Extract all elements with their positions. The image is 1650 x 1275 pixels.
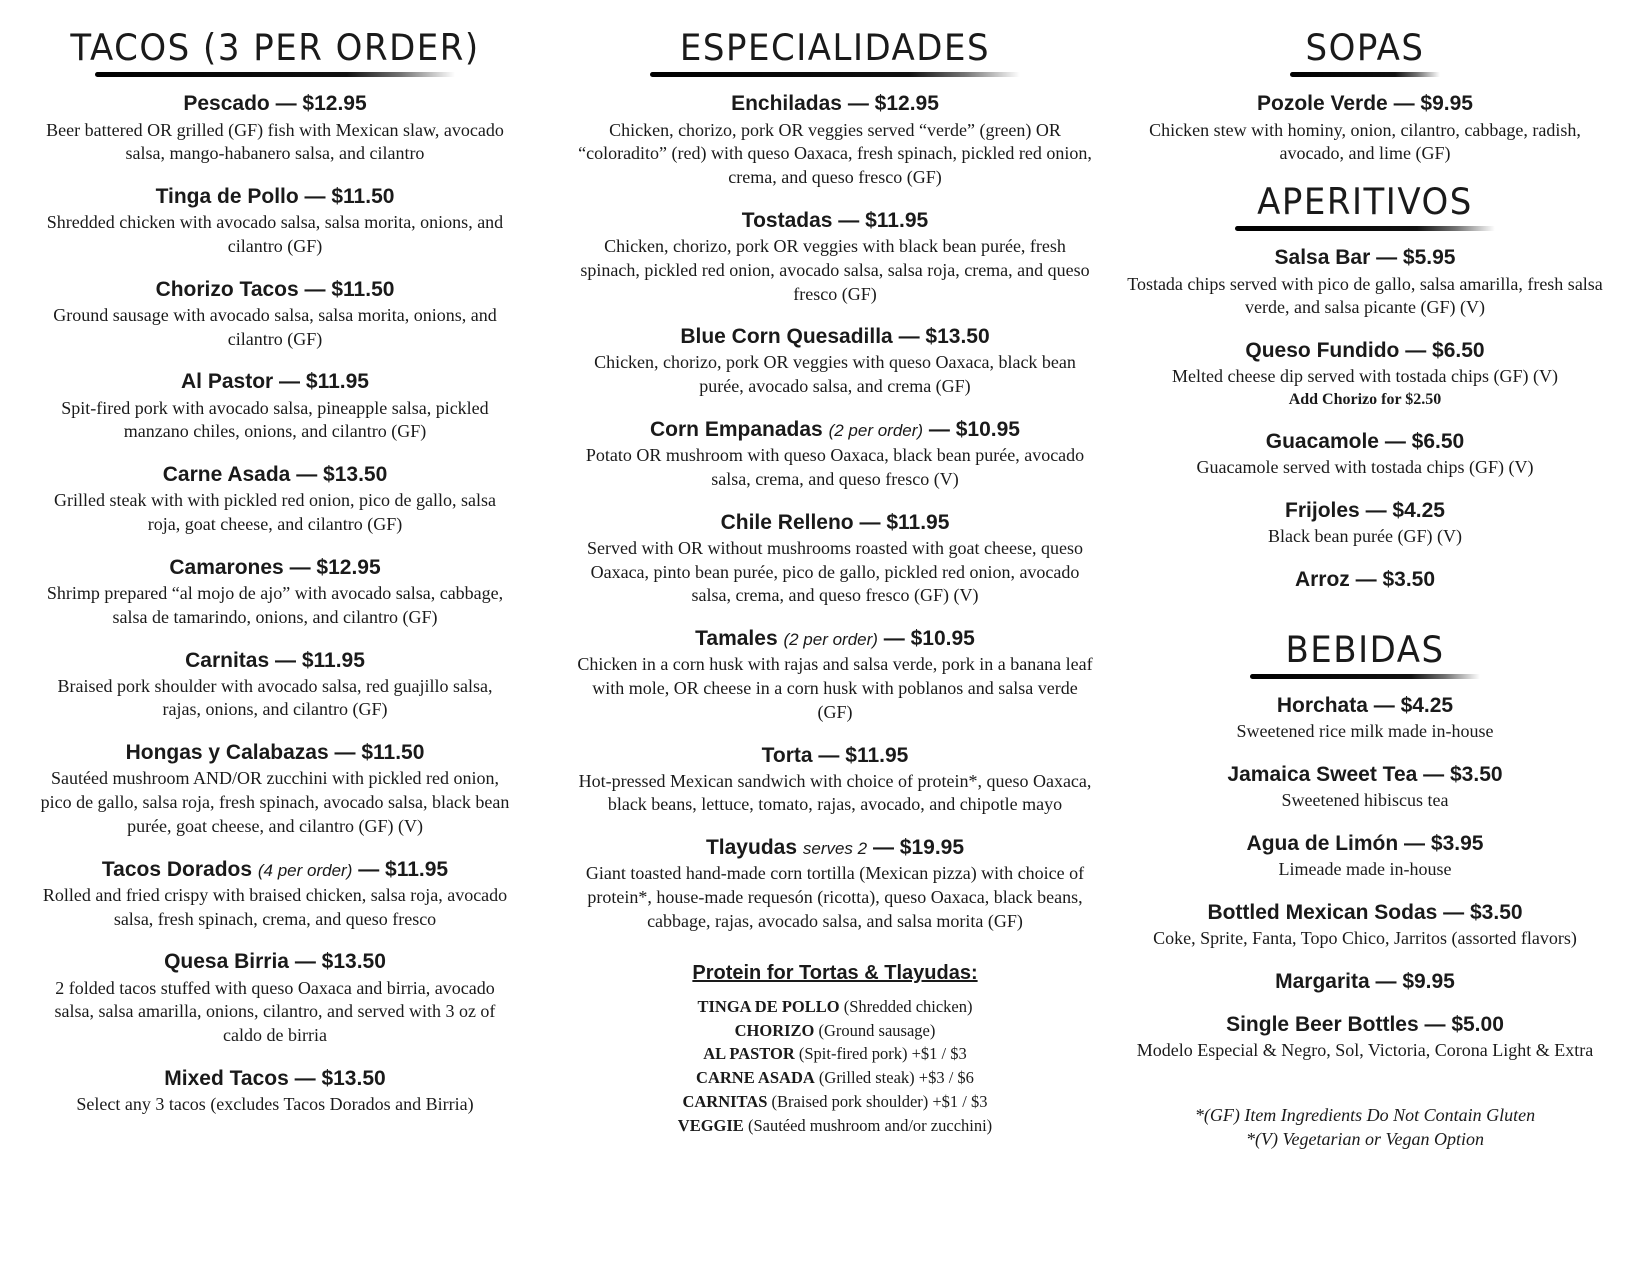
item-description: Ground sausage with avocado salsa, salsa morita, onions, and cilantro (GF) — [53, 304, 497, 349]
item-name: Frijoles — [1285, 498, 1360, 522]
menu-item — [1125, 429, 1605, 480]
item-note: (2 per order) — [828, 420, 924, 440]
menu-item — [1125, 91, 1605, 166]
item-note: (2 per order) — [783, 630, 878, 650]
protein-detail: (Spit-fired pork) +$1 / $3 — [798, 1044, 967, 1064]
menu-item — [40, 462, 510, 537]
price-dash: — — [1349, 567, 1383, 591]
tacos-column — [40, 26, 510, 1135]
menu-item — [40, 277, 510, 352]
protein-name: TINGA DE POLLO — [697, 996, 840, 1016]
item-price: $13.50 — [925, 325, 990, 349]
item-price: $3.50 — [1382, 567, 1436, 591]
item-description: Braised pork shoulder with avocado salsa, red guajillo salsa, rajas, onions, and cilantro (GF) — [57, 675, 493, 720]
price-dash: — — [269, 92, 303, 116]
price-dash: — — [832, 208, 866, 232]
menu-item — [1125, 900, 1605, 951]
item-price: $9.95 — [1402, 969, 1455, 993]
item-price: $13.50 — [321, 950, 386, 974]
menu-item — [575, 510, 1095, 608]
item-name: Bottled Mexican Sodas — [1207, 900, 1438, 924]
menu-item-title — [40, 277, 510, 302]
menu-item-title — [1125, 338, 1605, 363]
menu-item-title — [40, 91, 510, 116]
item-name: Jamaica Sweet Tea — [1227, 763, 1418, 787]
menu-item — [575, 417, 1095, 492]
item-description: Sweetened hibiscus tea — [1281, 790, 1449, 811]
item-name: Al Pastor — [181, 370, 274, 394]
item-name: Torta — [761, 743, 813, 767]
price-dash: — — [1417, 763, 1450, 787]
item-description: Chicken, chorizo, pork OR veggies served “verde” (green) OR “coloradito” (red) with queso Oaxaca, fresh spinach, pickled red onion, crema, and queso fresco (GF) — [578, 119, 1092, 188]
menu-item — [40, 648, 510, 723]
protein-option — [575, 1019, 1095, 1043]
item-price: $11.50 — [331, 277, 395, 301]
price-dash: — — [1378, 429, 1412, 453]
item-price: $11.50 — [361, 741, 425, 765]
item-price: $5.95 — [1402, 246, 1456, 270]
item-name: Horchata — [1276, 694, 1368, 718]
menu-item-title — [575, 324, 1095, 349]
brush-stroke-divider — [1290, 72, 1440, 77]
menu-item — [40, 369, 510, 444]
tacos-list — [40, 91, 510, 1116]
menu-item — [40, 949, 510, 1047]
item-price: $12.95 — [874, 92, 939, 116]
right-column — [1125, 26, 1605, 1152]
menu-item — [575, 324, 1095, 399]
menu-item-title — [1125, 567, 1605, 592]
item-description: Guacamole served with tostada chips (GF) (V) — [1196, 456, 1534, 477]
price-dash: — — [812, 743, 846, 767]
item-price: $9.95 — [1420, 92, 1473, 116]
item-price: $5.00 — [1451, 1013, 1504, 1037]
brush-stroke-divider — [1250, 674, 1480, 679]
menu-item — [1125, 245, 1605, 320]
protein-heading: Protein for Tortas & Tlayudas: — [692, 961, 978, 984]
protein-detail: (Braised pork shoulder) +$1 / $3 — [771, 1092, 988, 1112]
protein-detail: (Sautéed mushroom and/or zucchini) — [747, 1116, 993, 1136]
item-price: $11.95 — [865, 208, 929, 232]
menu-item — [40, 740, 510, 838]
item-price: $13.50 — [321, 1066, 386, 1090]
item-description: Tostada chips served with pico de gallo, salsa amarilla, fresh salsa verde, and salsa picante (GF) (V) — [1127, 273, 1603, 318]
menu-item-title — [575, 835, 1095, 860]
item-name: Mixed Tacos — [164, 1066, 289, 1090]
item-description: Sautéed mushroom AND/OR zucchini with pickled red onion, pico de gallo, salsa roja, fresh spinach, avocado salsa, black bean purée, goat cheese, and cilantro (GF) (V) — [40, 768, 510, 836]
item-addon: Add Chorizo for $2.50 — [1288, 391, 1442, 409]
protein-name: VEGGIE — [677, 1116, 744, 1136]
price-dash: — — [1370, 246, 1403, 270]
item-price: $4.25 — [1392, 498, 1445, 522]
protein-option — [575, 1114, 1095, 1138]
item-note: (4 per order) — [257, 860, 353, 880]
item-name: Carnitas — [185, 648, 270, 672]
menu-item — [575, 743, 1095, 818]
menu-item-title — [1125, 762, 1605, 787]
price-dash: — — [288, 1066, 322, 1090]
price-dash: — — [923, 417, 956, 441]
menu-item-title — [40, 369, 510, 394]
menu-item — [1125, 567, 1605, 592]
menu-item-title — [40, 184, 510, 209]
brush-stroke-divider — [95, 72, 455, 77]
item-description: Potato OR mushroom with queso Oaxaca, black bean purée, avocado salsa, crema, and queso fresco (V) — [585, 445, 1085, 489]
menu-item-title — [575, 743, 1095, 768]
price-dash: — — [841, 92, 875, 116]
price-dash: — — [1359, 498, 1393, 522]
price-dash: — — [289, 950, 322, 974]
menu-item — [1125, 762, 1605, 813]
protein-detail: (Grilled steak) +$3 / $6 — [818, 1068, 974, 1088]
menu-item-title — [40, 555, 510, 580]
menu-item — [40, 555, 510, 630]
item-name: Single Beer Bottles — [1226, 1013, 1425, 1037]
item-description: Spit-fired pork with avocado salsa, pineapple salsa, pickled manzano chiles, onions, and cilantro (GF) — [61, 397, 489, 442]
menu-item-title — [575, 208, 1095, 233]
menu-item — [40, 857, 510, 932]
menu-item-title — [1125, 429, 1605, 454]
item-price: $11.95 — [845, 743, 909, 767]
item-name: Quesa Birria — [164, 950, 289, 974]
item-price: $13.50 — [323, 463, 388, 487]
item-name: Hongas y Calabazas — [125, 741, 329, 765]
item-name: Carne Asada — [162, 463, 291, 487]
price-dash: — — [1387, 92, 1421, 116]
item-price: $12.95 — [316, 555, 381, 579]
aperitivos-list — [1125, 245, 1605, 591]
price-dash: — — [1369, 969, 1403, 993]
menu-item-title — [1125, 900, 1605, 925]
menu-item-title — [575, 91, 1095, 116]
price-dash: — — [269, 648, 302, 672]
menu-item-title — [575, 417, 1095, 442]
protein-option — [575, 1042, 1095, 1066]
menu-item — [1125, 969, 1605, 994]
item-price: $11.95 — [385, 857, 449, 881]
footnote-gf: *(GF) Item Ingredients Do Not Contain Gluten — [1194, 1105, 1536, 1126]
item-description: Limeade made in-house — [1278, 859, 1452, 880]
brush-stroke-divider — [650, 72, 1020, 77]
item-name: Tlayudas — [705, 836, 798, 860]
item-description: Modelo Especial & Negro, Sol, Victoria, Corona Light & Extra — [1136, 1040, 1594, 1061]
menu-item — [1125, 338, 1605, 411]
item-description: Melted cheese dip served with tostada chips (GF) (V) — [1172, 366, 1558, 387]
menu-item — [40, 184, 510, 259]
item-description: Grilled steak with with pickled red onion, pico de gallo, salsa roja, goat cheese, and cilantro (GF) — [54, 490, 496, 535]
item-description: Coke, Sprite, Fanta, Topo Chico, Jarritos (assorted flavors) — [1153, 928, 1577, 949]
bebidas-list — [1125, 693, 1605, 1063]
item-price: $3.50 — [1450, 763, 1503, 787]
item-description: Beer battered OR grilled (GF) fish with Mexican slaw, avocado salsa, mango-habanero salsa, and cilantro — [46, 119, 504, 164]
price-dash: — — [352, 857, 386, 881]
item-note: serves 2 — [802, 839, 868, 859]
aperitivos-heading: APERITIVOS — [1125, 184, 1605, 231]
protein-name: CARNITAS — [682, 1092, 768, 1112]
tacos-heading: TACOS (3 PER ORDER) — [40, 30, 510, 77]
protein-name: CHORIZO — [734, 1020, 815, 1040]
price-dash: — — [853, 510, 887, 534]
protein-name: AL PASTOR — [703, 1044, 795, 1064]
item-description: Select any 3 tacos (excludes Tacos Dorados and Birria) — [76, 1093, 474, 1114]
price-dash: — — [290, 463, 324, 487]
menu-item-title — [575, 510, 1095, 535]
menu-item-title — [40, 857, 510, 882]
protein-option — [575, 1090, 1095, 1114]
item-name: Camarones — [169, 555, 284, 579]
item-description: Black bean purée (GF) (V) — [1268, 525, 1462, 546]
item-description: Sweetened rice milk made in-house — [1236, 721, 1494, 742]
menu-item — [1125, 831, 1605, 882]
menu-item-title — [1125, 498, 1605, 523]
item-price: $10.95 — [955, 417, 1020, 441]
item-description: Chicken stew with hominy, onion, cilantro, cabbage, radish, avocado, and lime (GF) — [1149, 119, 1581, 164]
item-price: $11.95 — [301, 648, 365, 672]
item-name: Salsa Bar — [1274, 246, 1371, 270]
menu-item — [40, 91, 510, 166]
item-price: $6.50 — [1411, 429, 1465, 453]
sopas-heading: SOPAS — [1125, 30, 1605, 77]
protein-option — [575, 1066, 1095, 1090]
footnote-v: *(V) Vegetarian or Vegan Option — [1246, 1129, 1484, 1150]
item-name: Queso Fundido — [1245, 339, 1400, 363]
protein-detail: (Shredded chicken) — [843, 996, 973, 1016]
item-price: $3.50 — [1470, 900, 1523, 924]
menu-item — [1125, 1012, 1605, 1063]
item-name: Pescado — [183, 92, 270, 116]
item-price: $11.50 — [331, 185, 395, 209]
item-description: Shrimp prepared “al mojo de ajo” with avocado salsa, cabbage, salsa de tamarindo, onions, and cilantro (GF) — [46, 583, 504, 627]
especialidades-list — [575, 91, 1095, 933]
menu-item — [575, 626, 1095, 724]
footnotes — [1125, 1103, 1605, 1152]
price-dash: — — [328, 741, 362, 765]
item-name: Chile Relleno — [720, 510, 854, 534]
price-dash: — — [867, 836, 900, 860]
item-price: $19.95 — [899, 836, 965, 860]
item-name: Margarita — [1275, 969, 1370, 993]
item-description: Shredded chicken with avocado salsa, salsa morita, onions, and cilantro (GF) — [46, 212, 504, 257]
item-name: Blue Corn Quesadilla — [680, 325, 893, 349]
item-description: Chicken, chorizo, pork OR veggies with black bean purée, fresh spinach, pickled red onion, avocado salsa, salsa roja, crema, and queso fresco (GF) — [580, 236, 1090, 304]
item-description: Served with OR without mushrooms roasted with goat cheese, queso Oaxaca, pinto bean purée, pico de gallo, pickled red onion, avocado salsa, crema, and queso fresco (GF) (V) — [587, 537, 1083, 606]
sopas-list — [1125, 91, 1605, 166]
menu-item-title — [1125, 693, 1605, 718]
menu-item-title — [1125, 245, 1605, 270]
especialidades-heading: ESPECIALIDADES — [575, 30, 1095, 77]
item-description: 2 folded tacos stuffed with queso Oaxaca and birria, avocado salsa, salsa amarilla, onions, cilantro, and served with 3 oz of caldo de birria — [54, 977, 496, 1046]
menu-item-title — [575, 626, 1095, 651]
item-description: Giant toasted hand-made corn tortilla (Mexican pizza) with choice of protein*, house-made requesón (ricotta), queso Oaxaca, black beans, cabbage, rajas, avocado salsa, and salsa morita (GF) — [585, 863, 1085, 931]
item-name: Guacamole — [1265, 429, 1379, 453]
menu-item — [1125, 498, 1605, 549]
menu-item-title — [40, 949, 510, 974]
price-dash: — — [298, 185, 332, 209]
especialidades-column — [575, 26, 1095, 1138]
protein-option — [575, 995, 1095, 1019]
price-dash: — — [892, 325, 926, 349]
price-dash: — — [273, 370, 306, 394]
item-name: Agua de Limón — [1246, 832, 1399, 856]
item-name: Corn Empanadas — [650, 417, 823, 441]
menu-item — [1125, 693, 1605, 744]
price-dash: — — [1399, 339, 1433, 363]
menu-item-title — [40, 462, 510, 487]
item-price: $4.25 — [1400, 694, 1454, 718]
menu-item-title — [1125, 1012, 1605, 1037]
menu-item — [40, 1066, 510, 1117]
item-description: Chicken, chorizo, pork OR veggies with queso Oaxaca, black bean purée, avocado salsa, and crema (GF) — [594, 352, 1076, 397]
protein-list — [575, 995, 1095, 1139]
item-description: Hot-pressed Mexican sandwich with choice of protein*, queso Oaxaca, black beans, lettuce, tomato, rajas, avocado, and chipotle mayo — [578, 770, 1092, 815]
item-name: Tostadas — [741, 208, 833, 232]
price-dash: — — [1367, 694, 1401, 718]
menu-item-title — [1125, 91, 1605, 116]
price-dash: — — [1424, 1013, 1452, 1037]
brush-stroke-divider — [1235, 226, 1495, 231]
bebidas-heading: BEBIDAS — [1125, 632, 1605, 679]
item-name: Tinga de Pollo — [155, 185, 299, 209]
price-dash: — — [877, 627, 911, 651]
item-description: Chicken in a corn husk with rajas and salsa verde, pork in a banana leaf with mole, OR cheese in a corn husk with poblanos and salsa verde (GF) — [577, 654, 1093, 722]
menu-item-title — [40, 740, 510, 765]
menu-item — [575, 208, 1095, 306]
item-price: $10.95 — [910, 627, 975, 651]
protein-detail: (Ground sausage) — [818, 1020, 936, 1040]
item-price: $11.95 — [305, 370, 369, 394]
item-name: Chorizo Tacos — [155, 277, 299, 301]
item-price: $6.50 — [1432, 339, 1485, 363]
menu-item-title — [1125, 831, 1605, 856]
menu-item-title — [40, 648, 510, 673]
menu-item-title — [40, 1066, 510, 1091]
protein-name: CARNE ASADA — [696, 1068, 815, 1088]
menu-item-title — [1125, 969, 1605, 994]
price-dash: — — [1437, 900, 1470, 924]
price-dash: — — [1398, 832, 1431, 856]
item-name: Tamales — [695, 627, 778, 651]
item-name: Pozole Verde — [1257, 92, 1388, 116]
item-name: Tacos Dorados — [101, 857, 253, 881]
item-name: Arroz — [1294, 567, 1350, 591]
item-name: Enchiladas — [731, 92, 842, 116]
item-description: Rolled and fried crispy with braised chicken, salsa roja, avocado salsa, fresh spinach, crema, and queso fresco — [42, 884, 508, 929]
item-price: $12.95 — [302, 92, 367, 116]
price-dash: — — [283, 555, 317, 579]
price-dash: — — [298, 277, 332, 301]
item-price: $3.95 — [1430, 832, 1484, 856]
menu-item — [575, 91, 1095, 189]
menu-item — [575, 835, 1095, 933]
item-price: $11.95 — [886, 510, 950, 534]
